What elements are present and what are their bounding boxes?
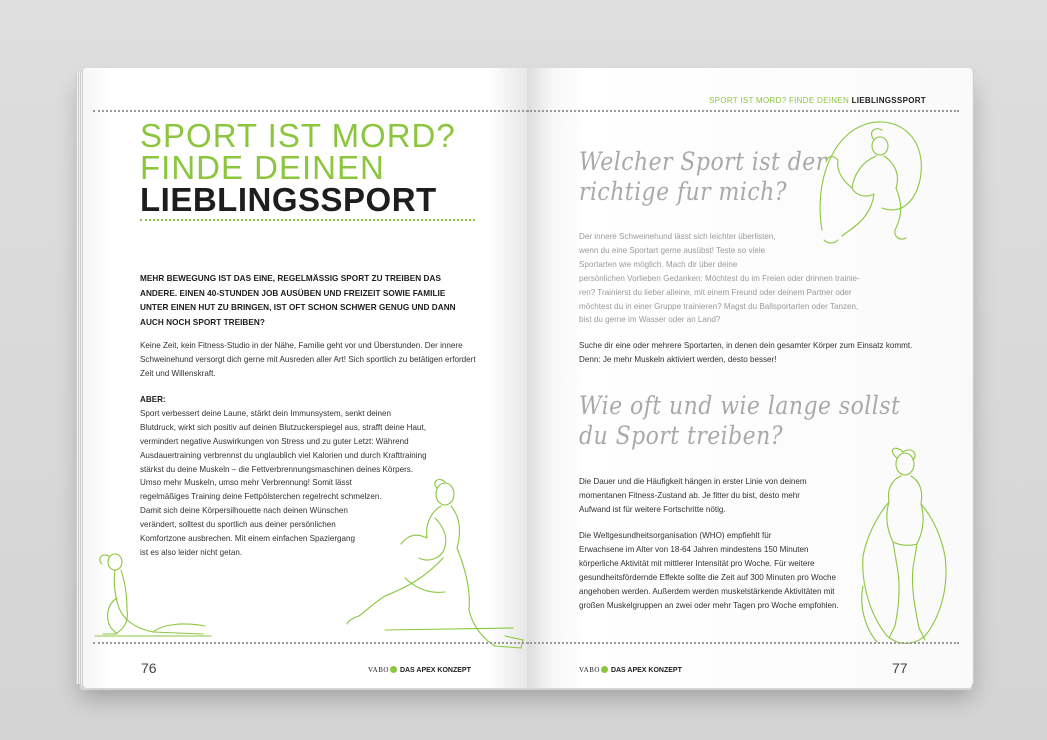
- heading-2-line-2: du Sport treiben?: [579, 421, 783, 450]
- aber-line: Sport verbessert deine Laune, stärkt dein Immunsystem, senkt deinen: [140, 408, 392, 418]
- title-line-2: FINDE DEINEN: [140, 149, 385, 186]
- yoga-cobra-figure: [93, 538, 213, 648]
- faded-line: Sportarten wie möglich. Mach dir über deine: [579, 259, 738, 269]
- title-line-3: LIEBLINGSSPORT: [140, 181, 437, 218]
- lunge-figure: [345, 478, 528, 653]
- page-number-right: 77: [892, 660, 908, 676]
- paragraph-1: Keine Zeit, kein Fitness-Studio in der Nähe, Familie geht vor und Überstunden. Der innere Schweinehund versorgt dich gerne mit Ausreden aller Art! Sich sportlich zu betätigen erfordert Zeit und Willenskraft.: [140, 341, 476, 378]
- faded-line: wenn du eine Sportart gerne ausübst! Teste so viele: [579, 245, 766, 255]
- faded-line: Der innere Schweinehund lässt sich leichter überlisten,: [579, 232, 776, 241]
- running-header: [709, 96, 926, 105]
- running-header-green: SPORT IST MORD? FINDE DEINEN: [709, 96, 852, 105]
- faded-line: persönlichen Vorlieben Gedanken: Möchtest du im Freien oder drinnen trainie-: [579, 273, 860, 283]
- title-line-1: SPORT IST MORD?: [140, 117, 456, 154]
- brand-footer-left: [368, 666, 471, 674]
- para4-line: Erwachsene im Alter von 18-64 Jahren mindestens 150 Minuten: [579, 544, 809, 554]
- brand-dot-icon: [601, 666, 608, 673]
- aber-line: Damit sich deine Körpersilhouette nach deinen Wünschen: [140, 506, 348, 516]
- para3-line: Die Dauer und die Häufigkeit hängen in erster Linie von deinem: [579, 477, 807, 486]
- heading-1-line-2: richtige fur mich?: [579, 177, 787, 206]
- aber-line: regelmäßiges Training deine Fettpölsterchen regelrecht schmelzen.: [140, 492, 382, 502]
- aber-line: Umso mehr Muskeln, umso mehr Verbrennung! Somit lässt: [140, 478, 352, 488]
- brand-text: DAS APEX KONZEPT: [399, 667, 471, 674]
- aber-line: verändert, solltest du sportlich aus deiner persönlichen: [140, 520, 336, 530]
- para3-line: momentanen Fitness-Zustand ab. Je fitter du bist, desto mehr: [579, 490, 800, 500]
- page-number-left: 76: [141, 660, 157, 676]
- aber-line: stärkst du deine Muskeln – die Fettverbrennungsmaschinen deines Körpers.: [140, 464, 414, 474]
- right-page: [527, 68, 972, 688]
- brand-dot-icon: [390, 666, 397, 673]
- para3-line: Aufwand ist für weitere Fortschritte nötig.: [579, 504, 726, 514]
- top-dotted-rule: [93, 110, 528, 112]
- para4-line: Die Weltgesundheitsorganisation (WHO) empfiehlt für: [579, 531, 772, 540]
- aber-line: ist es also leider nicht getan.: [140, 547, 243, 557]
- title-dotted-rule: [140, 219, 475, 221]
- brand-logo: VABO: [579, 666, 600, 674]
- para4-line: gesundheitsfördernde Effekte sollte die Zeit auf 300 Minuten pro Woche: [579, 572, 837, 582]
- para4-line: körperliche Aktivität mit mittlerer Intensität pro Woche. Für weitere: [579, 558, 815, 568]
- trampoline-figure: [857, 446, 952, 651]
- intro-paragraph: MEHR BEWEGUNG IST DAS EINE, REGELMÄSSIG SPORT ZU TREIBEN DAS ANDERE. EINEN 40-STUNDEN JOB AUSÜBEN UND FREIZEIT SOWIE FAMILIE UNTER EINEN HUT ZU BRINGEN, IST OFT SCHON SCHWER GENUG UND DANN AUCH NOCH SPORT TREIBEN?: [140, 274, 456, 327]
- heading-1-line-1: Welcher Sport ist der: [579, 147, 827, 176]
- jump-rope-figure: [802, 110, 937, 250]
- paragraph-2: Suche dir eine oder mehrere Sportarten, in denen dein gesamter Körper zum Einsatz kommt. Denn: Je mehr Muskeln aktiviert werden, desto besser!: [579, 341, 913, 364]
- brand-logo: VABO: [368, 666, 389, 674]
- bottom-dotted-rule: [527, 642, 959, 644]
- brand-footer-right: [579, 666, 682, 674]
- heading-2-line-1: Wie oft und wie lange sollst: [579, 391, 901, 420]
- faded-line: bist du gerne im Wasser oder an Land?: [579, 315, 721, 325]
- aber-heading: ABER:: [140, 395, 166, 404]
- brand-text: DAS APEX KONZEPT: [610, 667, 682, 674]
- aber-line: Komfortzone ausbrechen. Mit einem einfachen Spaziergang: [140, 534, 356, 544]
- left-page: [83, 68, 528, 688]
- faded-line: ren? Trainierst du lieber alleine, mit einem Freund oder deinem Partner oder: [579, 287, 852, 297]
- para4-line: großen Muskelgruppen an zwei oder mehr Tagen pro Woche empfohlen.: [579, 600, 839, 610]
- aber-line: Ausdauertraining verbrennst du unglaublich viel Kalorien und durch Krafttraining: [140, 450, 427, 460]
- para4-line: angehoben werden. Außerdem werden muskelstärkende Aktivitäten mit: [579, 586, 835, 596]
- faded-line: möchtest du in einer Gruppe trainieren? Magst du Ballsportarten oder Tanzen,: [579, 301, 859, 311]
- page-edge-left: [76, 72, 83, 684]
- aber-line: Blutdruck, wirkt sich positiv auf deinen Blutzuckerspiegel aus, strafft deine Haut,: [140, 422, 426, 432]
- aber-line: vermindert negative Auswirkungen von Stress und zu guter Letzt: Während: [140, 436, 409, 446]
- running-header-bold: LIEBLINGSSPORT: [851, 96, 926, 105]
- bottom-dotted-rule: [93, 642, 528, 644]
